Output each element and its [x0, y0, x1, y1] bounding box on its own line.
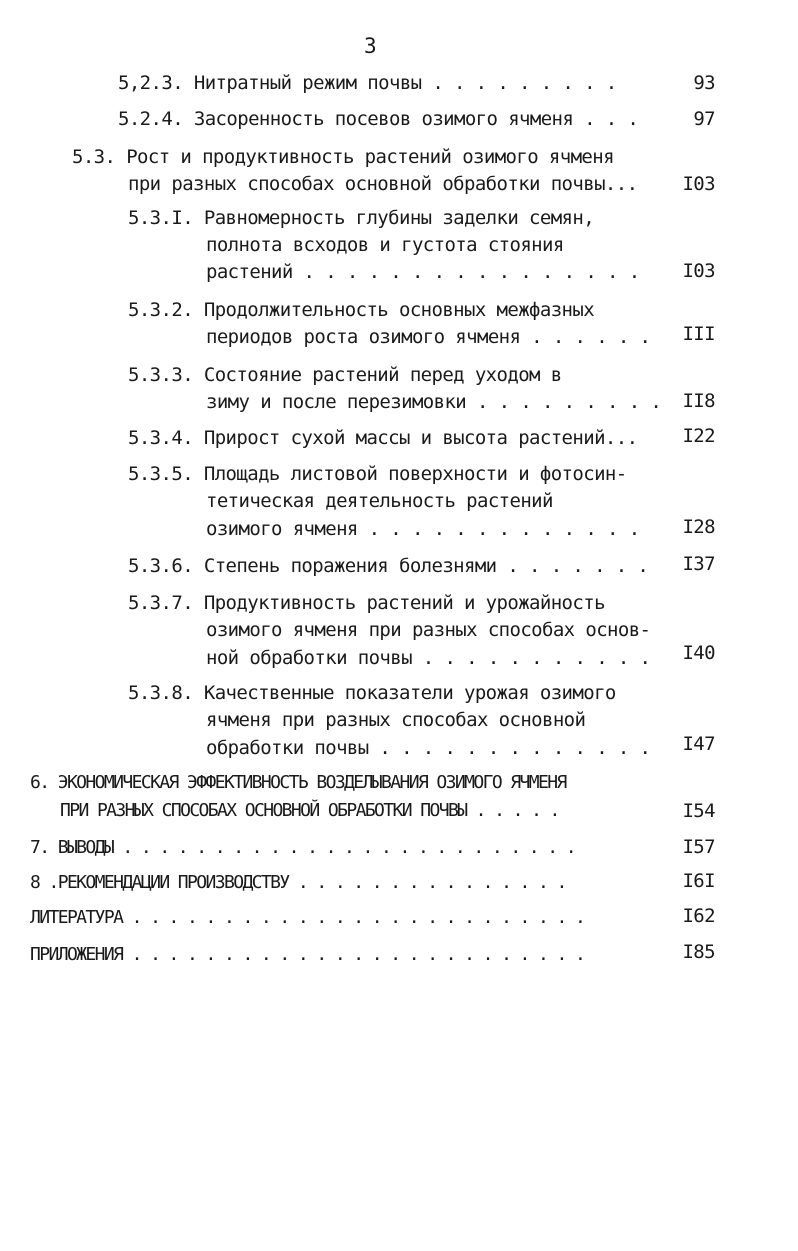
toc-entry-5-3-4-page: I22	[682, 425, 715, 447]
toc-entry-5-3-2-line-1: 5.3.2. Продолжительность основных межфазных	[128, 299, 595, 321]
toc-entry-8-line-1: 8 .РЕКОМЕНДАЦИИ ПРОИЗВОДСТВУ . . . . . . . . . . . . . . .	[30, 872, 566, 893]
toc-entry-literature-page: I62	[682, 905, 715, 927]
toc-entry-5-3-page: I03	[682, 173, 715, 195]
toc-entry-5-3-2-line-2: периодов роста озимого ячменя . . . . . .	[206, 326, 651, 348]
toc-entry-5-3-1-line-3: растений . . . . . . . . . . . . . . . .	[206, 261, 640, 283]
toc-entry-5-3-8-line-3: обработки почвы . . . . . . . . . . . . .	[206, 737, 651, 759]
toc-entry-5-3-5-line-1: 5.3.5. Площадь листовой поверхности и фотосин-	[128, 463, 627, 485]
toc-entry-5-3-line-2: при разных способах основной обработки почвы...	[128, 173, 638, 195]
toc-entry-5-3-8-line-1: 5.3.8. Качественные показатели урожая озимого	[128, 682, 616, 704]
toc-entry-6-line-2: ПРИ РАЗНЫХ СПОСОБАХ ОСНОВНОЙ ОБРАБОТКИ ПОЧВЫ . . . . .	[60, 800, 559, 821]
page-number: 3	[364, 34, 377, 58]
toc-entry-literature-line-1: ЛИТЕРАТУРА . . . . . . . . . . . . . . . . . . . . . . . . .	[30, 907, 585, 928]
toc-entry-7-page: I57	[682, 836, 715, 858]
toc-entry-8-page: I6I	[682, 870, 715, 892]
toc-entry-6-line-1: 6. ЭКОНОМИЧЕСКАЯ ЭФФЕКТИВНОСТЬ ВОЗДЕЛЫВАНИЯ ОЗИМОГО ЯЧМЕНЯ	[30, 772, 566, 793]
toc-entry-5-3-2-page: III	[682, 323, 715, 345]
toc-entry-5-3-3-line-2: зиму и после перезимовки . . . . . . . . .	[206, 391, 662, 413]
toc-entry-5-3-7-line-1: 5.3.7. Продуктивность растений и урожайность	[128, 592, 605, 614]
toc-entry-5-2-3-line-1: 5,2.3. Нитратный режим почвы . . . . . . . . .	[118, 72, 617, 94]
toc-entry-appendices-page: I85	[682, 941, 715, 963]
toc-entry-5-3-8-page: I47	[682, 733, 715, 755]
toc-entry-5-3-5-page: I28	[682, 516, 715, 538]
toc-entry-5-3-line-1: 5.3. Рост и продуктивность растений озимого ячменя	[72, 146, 614, 168]
toc-entry-5-3-3-line-1: 5.3.3. Состояние растений перед уходом в	[128, 364, 562, 386]
toc-entry-5-3-1-line-1: 5.3.I. Равномерность глубины заделки семян,	[128, 207, 595, 229]
toc-entry-5-3-6-line-1: 5.3.6. Степень поражения болезнями . . . . . . .	[128, 555, 649, 577]
toc-entry-5-3-1-line-2: полнота всходов и густота стояния	[206, 234, 564, 256]
toc-entry-7-line-1: 7. ВЫВОДЫ . . . . . . . . . . . . . . . . . . . . . . . . .	[30, 837, 575, 858]
toc-entry-5-3-6-page: I37	[682, 553, 715, 575]
toc-entry-5-3-5-line-3: озимого ячменя . . . . . . . . . . . . .	[206, 518, 640, 540]
toc-entry-appendices-line-1: ПРИЛОЖЕНИЯ . . . . . . . . . . . . . . . . . . . . . . . . .	[30, 944, 585, 965]
toc-entry-5-3-8-line-2: ячменя при разных способах основной	[206, 709, 586, 731]
toc-entry-5-3-5-line-2: тетическая деятельность растений	[206, 490, 553, 512]
toc-entry-5-3-4-line-1: 5.3.4. Прирост сухой массы и высота растений...	[128, 427, 638, 449]
toc-entry-5-3-1-page: I03	[682, 260, 715, 282]
toc-entry-5-2-4-line-1: 5.2.4. Засоренность посевов озимого ячменя . . .	[118, 108, 639, 130]
toc-entry-5-3-3-page: II8	[682, 390, 715, 412]
toc-entry-5-2-3-page: 93	[693, 72, 715, 94]
toc-entry-5-2-4-page: 97	[693, 108, 715, 130]
toc-entry-6-page: I54	[682, 800, 715, 822]
toc-entry-5-3-7-page: I40	[682, 642, 715, 664]
toc-entry-5-3-7-line-2: озимого ячменя при разных способах основ-	[206, 619, 651, 641]
toc-entry-5-3-7-line-3: ной обработки почвы . . . . . . . . . . .	[206, 647, 651, 669]
